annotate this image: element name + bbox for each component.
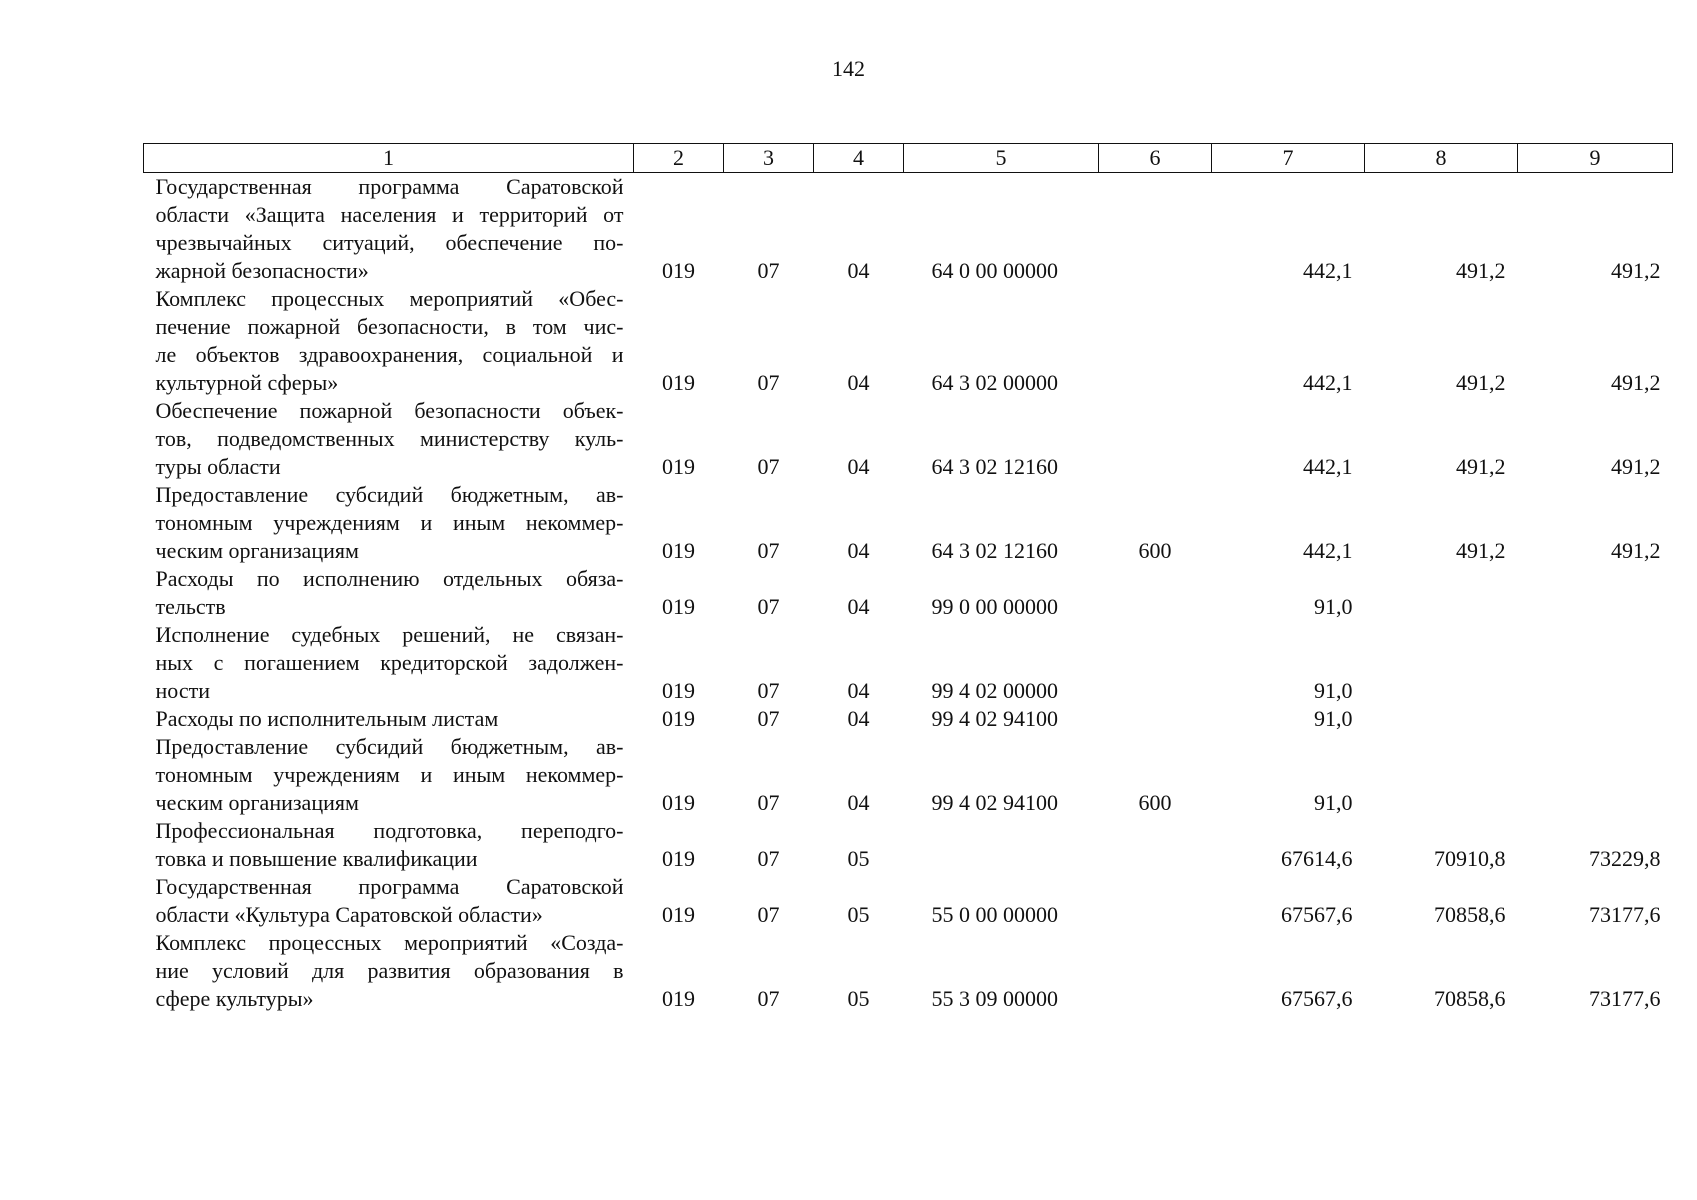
subsection-code: 04 xyxy=(847,454,870,479)
target-article-code: 55 0 00 00000 xyxy=(931,902,1058,927)
amount-col-9 xyxy=(1518,733,1673,817)
amount-col-7: 91,0 xyxy=(1314,678,1353,703)
row-name xyxy=(144,873,634,929)
row-name-line: тов, подведомственных министерству куль- xyxy=(155,426,624,451)
section-code: 07 xyxy=(757,790,780,815)
subsection-code: 05 xyxy=(847,902,870,927)
expense-type-code xyxy=(1099,565,1212,621)
row-name xyxy=(144,705,634,733)
subsection-code: 05 xyxy=(847,846,870,871)
section-code: 07 xyxy=(757,846,780,871)
row-name-line: Предоставление субсидий бюджетным, ав- xyxy=(155,734,624,759)
amount-col-7: 442,1 xyxy=(1303,538,1353,563)
row-name-line: товка и повышение квалификации xyxy=(155,846,478,871)
ministry-code: 019 xyxy=(662,846,695,871)
expense-type-code xyxy=(1099,397,1212,481)
amount-col-7: 442,1 xyxy=(1303,370,1353,395)
table-row xyxy=(144,873,1673,929)
amount-col-8: 491,2 xyxy=(1456,538,1506,563)
row-name-line: области «Защита населения и территорий от xyxy=(155,202,624,227)
row-name xyxy=(144,285,634,397)
row-name-line: Комплекс процессных мероприятий «Созда- xyxy=(155,930,624,955)
section-code: 07 xyxy=(757,370,780,395)
table-row xyxy=(144,285,1673,397)
row-name-line: печение пожарной безопасности, в том чис- xyxy=(155,314,624,339)
row-name-line: Государственная программа Саратовской xyxy=(155,874,624,899)
row-name-line: культурной сферы» xyxy=(155,370,339,395)
amount-col-8: 491,2 xyxy=(1456,454,1506,479)
subsection-code: 04 xyxy=(847,258,870,283)
row-name-line: Расходы по исполнительным листам xyxy=(155,706,499,731)
header-col-4: 4 xyxy=(814,144,904,173)
ministry-code: 019 xyxy=(662,986,695,1011)
section-code: 07 xyxy=(757,706,780,731)
target-article-code: 99 4 02 00000 xyxy=(931,678,1058,703)
row-name xyxy=(144,929,634,1013)
row-name-line: ние условий для развития образования в xyxy=(155,958,624,983)
header-col-5: 5 xyxy=(904,144,1099,173)
row-name-line: ных с погашением кредиторской задолжен- xyxy=(155,650,624,675)
header-col-7: 7 xyxy=(1212,144,1365,173)
amount-col-9: 491,2 xyxy=(1611,370,1661,395)
section-code: 07 xyxy=(757,454,780,479)
ministry-code: 019 xyxy=(662,706,695,731)
expense-type-code: 600 xyxy=(1138,790,1172,815)
header-col-9: 9 xyxy=(1518,144,1673,173)
table-row xyxy=(144,565,1673,621)
row-name xyxy=(144,733,634,817)
expense-type-code xyxy=(1099,817,1212,873)
amount-col-8 xyxy=(1365,733,1518,817)
row-name-line: Государственная программа Саратовской xyxy=(155,174,624,199)
amount-col-9: 491,2 xyxy=(1611,454,1661,479)
subsection-code: 04 xyxy=(847,594,870,619)
subsection-code: 04 xyxy=(847,538,870,563)
table-row xyxy=(144,733,1673,817)
amount-col-9: 73177,6 xyxy=(1589,902,1661,927)
expense-type-code xyxy=(1099,929,1212,1013)
amount-col-8 xyxy=(1365,621,1518,705)
target-article-code: 64 3 02 00000 xyxy=(931,370,1058,395)
row-name-line: Обеспечение пожарной безопасности объек- xyxy=(155,398,624,423)
table-row xyxy=(144,173,1673,286)
expense-type-code xyxy=(1099,705,1212,733)
ministry-code: 019 xyxy=(662,902,695,927)
row-name-line: Профессиональная подготовка, переподго- xyxy=(155,818,624,843)
section-code: 07 xyxy=(757,902,780,927)
row-name-line: тельств xyxy=(155,594,226,619)
amount-col-9: 73229,8 xyxy=(1589,846,1661,871)
amount-col-7: 91,0 xyxy=(1314,594,1353,619)
row-name-line: ческим организациям xyxy=(155,790,359,815)
target-article-code: 64 0 00 00000 xyxy=(931,258,1058,283)
expense-type-code xyxy=(1099,873,1212,929)
expense-type-code xyxy=(1099,285,1212,397)
row-name-line: области «Культура Саратовской области» xyxy=(155,902,543,927)
amount-col-9: 73177,6 xyxy=(1589,986,1661,1011)
amount-col-7: 442,1 xyxy=(1303,454,1353,479)
row-name xyxy=(144,481,634,565)
header-col-8: 8 xyxy=(1365,144,1518,173)
row-name xyxy=(144,621,634,705)
subsection-code: 04 xyxy=(847,790,870,815)
row-name-line: тономным учреждениям и иным некоммер- xyxy=(155,762,624,787)
row-name-line: Расходы по исполнению отдельных обяза- xyxy=(155,566,624,591)
ministry-code: 019 xyxy=(662,538,695,563)
amount-col-8: 70858,6 xyxy=(1434,902,1506,927)
table-row xyxy=(144,929,1673,1013)
budget-table xyxy=(143,143,1673,1013)
header-col-1: 1 xyxy=(144,144,634,173)
ministry-code: 019 xyxy=(662,258,695,283)
subsection-code: 05 xyxy=(847,986,870,1011)
header-col-2: 2 xyxy=(634,144,724,173)
amount-col-8 xyxy=(1365,705,1518,733)
table-row xyxy=(144,621,1673,705)
amount-col-9: 491,2 xyxy=(1611,258,1661,283)
table-row xyxy=(144,817,1673,873)
header-col-6: 6 xyxy=(1099,144,1212,173)
amount-col-8: 70858,6 xyxy=(1434,986,1506,1011)
amount-col-7: 442,1 xyxy=(1303,258,1353,283)
subsection-code: 04 xyxy=(847,678,870,703)
target-article-code xyxy=(904,817,1099,873)
subsection-code: 04 xyxy=(847,706,870,731)
row-name-line: жарной безопасности» xyxy=(155,258,369,283)
amount-col-9: 491,2 xyxy=(1611,538,1661,563)
section-code: 07 xyxy=(757,594,780,619)
subsection-code: 04 xyxy=(847,370,870,395)
ministry-code: 019 xyxy=(662,790,695,815)
table-header xyxy=(144,144,1673,173)
ministry-code: 019 xyxy=(662,594,695,619)
header-row xyxy=(144,144,1673,173)
row-name xyxy=(144,173,634,286)
amount-col-7: 67567,6 xyxy=(1281,986,1353,1011)
header-col-3: 3 xyxy=(724,144,814,173)
target-article-code: 99 4 02 94100 xyxy=(931,706,1058,731)
row-name-line: Исполнение судебных решений, не связан- xyxy=(155,622,624,647)
amount-col-7: 91,0 xyxy=(1314,790,1353,815)
amount-col-8: 491,2 xyxy=(1456,258,1506,283)
section-code: 07 xyxy=(757,538,780,563)
amount-col-9 xyxy=(1518,565,1673,621)
target-article-code: 64 3 02 12160 xyxy=(931,538,1058,563)
table-row xyxy=(144,705,1673,733)
row-name-line: Комплекс процессных мероприятий «Обес- xyxy=(155,286,624,311)
table-row xyxy=(144,397,1673,481)
target-article-code: 55 3 09 00000 xyxy=(931,986,1058,1011)
row-name-line: ле объектов здравоохранения, социальной и xyxy=(155,342,624,367)
amount-col-9 xyxy=(1518,705,1673,733)
section-code: 07 xyxy=(757,986,780,1011)
ministry-code: 019 xyxy=(662,678,695,703)
row-name-line: ческим организациям xyxy=(155,538,359,563)
row-name-line: туры области xyxy=(155,454,281,479)
amount-col-8: 70910,8 xyxy=(1434,846,1506,871)
amount-col-7: 67567,6 xyxy=(1281,902,1353,927)
row-name xyxy=(144,397,634,481)
row-name-line: сфере культуры» xyxy=(155,986,314,1011)
section-code: 07 xyxy=(757,678,780,703)
row-name xyxy=(144,817,634,873)
target-article-code: 99 0 00 00000 xyxy=(931,594,1058,619)
amount-col-8: 491,2 xyxy=(1456,370,1506,395)
target-article-code: 64 3 02 12160 xyxy=(931,454,1058,479)
row-name-line: тономным учреждениям и иным некоммер- xyxy=(155,510,624,535)
ministry-code: 019 xyxy=(662,454,695,479)
amount-col-8 xyxy=(1365,565,1518,621)
amount-col-7: 91,0 xyxy=(1314,706,1353,731)
section-code: 07 xyxy=(757,258,780,283)
expense-type-code: 600 xyxy=(1138,538,1172,563)
amount-col-7: 67614,6 xyxy=(1281,846,1353,871)
table-body xyxy=(144,173,1673,1014)
row-name xyxy=(144,565,634,621)
target-article-code: 99 4 02 94100 xyxy=(931,790,1058,815)
amount-col-9 xyxy=(1518,621,1673,705)
table-row xyxy=(144,481,1673,565)
row-name-line: Предоставление субсидий бюджетным, ав- xyxy=(155,482,624,507)
ministry-code: 019 xyxy=(662,370,695,395)
row-name-line: ности xyxy=(155,678,210,703)
expense-type-code xyxy=(1099,621,1212,705)
page-number: 142 xyxy=(832,56,865,81)
row-name-line: чрезвычайных ситуаций, обеспечение по- xyxy=(155,230,624,255)
expense-type-code xyxy=(1099,173,1212,286)
